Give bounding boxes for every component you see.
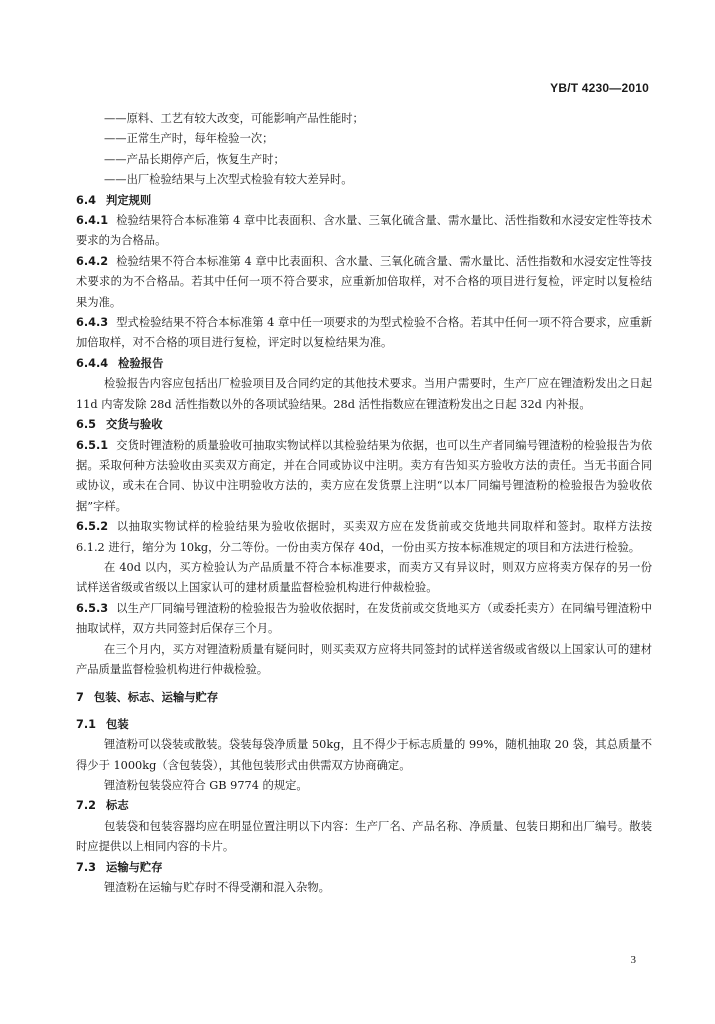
section-title: 交货与验收 (106, 418, 163, 432)
list-item: ——产品长期停产后，恢复生产时； (104, 152, 285, 166)
clause-text: 型式检验结果不符合本标准第 4 章中任一项要求的为型式检验不合格。若其中任何一项不符合要求，应重新加倍取样，对不合格的项目进行复检，评定时以复检结果为准。 (76, 316, 652, 350)
clause-text: 交货时锂渣粉的质量验收可抽取实物试样以其检验结果为依据，也可以生产者同编号锂渣粉的检验报告为依据。采取何种方法验收由买卖双方商定，并在合同或协议中注明。卖方有告知买方验收方法的责任。当无书面合同或协议，或未在合同、协议中注明验收方法的，卖方应在发货票上注明“以本厂同编号锂渣粉的检验报告为验收依据”字样。 (76, 438, 652, 513)
clause-text: 以生产厂同编号锂渣粉的检验报告为验收依据时，在发货前或交货地买方（或委托卖方）在同编号锂渣粉中抽取试样，双方共同签封后保存三个月。 (76, 601, 652, 636)
section-title: 标志 (106, 799, 129, 813)
section-number: 7.1 (76, 717, 97, 731)
clause-text: 检验结果不符合本标准第 4 章中比表面积、含水量、三氧化硫含量、需水量比、活性指数和水浸安定性等技术要求的为不合格品。若其中任何一项不符合要求，应重新加倍取样，对不合格的项目进行复检，评定时以复检结果为准。 (76, 254, 652, 309)
section-number: 6.4 (76, 193, 97, 207)
clause-6-5-2 (76, 517, 652, 558)
clause-number: 6.5.1 (76, 438, 109, 452)
standard-code: YB/T 4230—2010 (550, 81, 649, 95)
list-item: ——出厂检验结果与上次型式检验有较大差异时。 (104, 173, 353, 187)
section-number: 7.2 (76, 799, 97, 813)
section-heading-6-4 (76, 191, 652, 211)
clause-number: 6.5.3 (76, 601, 109, 615)
section-title: 判定规则 (106, 193, 152, 207)
clause-number: 6.4.2 (76, 254, 109, 268)
section-heading-7-3 (76, 858, 652, 878)
clause-heading-6-4-4 (76, 354, 652, 374)
clause-number: 6.4.3 (76, 316, 109, 330)
list-item: ——正常生产时，每年检验一次； (104, 132, 274, 146)
document-body (76, 109, 652, 898)
clause-6-4-4-text: 检验报告内容应包括出厂检验项目及合同约定的其他技术要求。当用户需要时，生产厂应在锂渣粉发出之日起 11d 内寄发除 28d 活性指数以外的各项试验结果。28d 活性指数应在锂渣粉发出之日起 32d 内补报。 (76, 377, 652, 411)
chapter-heading-7 (76, 688, 652, 708)
chapter-number: 7 (76, 691, 84, 705)
clause-title: 检验报告 (118, 356, 164, 370)
clause-6-5-1 (76, 436, 652, 518)
clause-number: 6.4.1 (76, 214, 109, 228)
clause-6-5-3-continued: 在三个月内，买方对锂渣粉质量有疑问时，则买卖双方应将共同签封的试样送省级或省级以上国家认可的建材产品质量监督检验机构进行仲裁检验。 (76, 642, 652, 676)
section-7-1-text: 锂渣粉可以袋装或散装。袋装每袋净质量 50kg，且不得少于标志质量的 99%，随机抽取 20 袋，其总质量不得少于 1000kg（含包装袋），其他包装形式由供需双方协商确定。 (76, 738, 652, 772)
section-7-2-text: 包装袋和包装容器均应在明显位置注明以下内容：生产厂名、产品名称、净质量、包装日期和出厂编号。散装时应提供以上相同内容的卡片。 (76, 819, 652, 854)
clause-number: 6.5.2 (76, 520, 109, 534)
section-heading-6-5 (76, 415, 652, 435)
section-heading-7-2 (76, 796, 652, 816)
clause-6-4-3 (76, 313, 652, 354)
section-7-3-text: 锂渣粉在运输与贮存时不得受潮和混入杂物。 (104, 881, 330, 895)
clause-6-4-2 (76, 252, 652, 313)
clause-text: 检验结果符合本标准第 4 章中比表面积、含水量、三氧化硫含量、需水量比、活性指数和水浸安定性等技术要求的为合格品。 (76, 214, 652, 248)
section-7-1-text-2: 锂渣粉包装袋应符合 GB 9774 的规定。 (104, 779, 308, 792)
list-item: ——原料、工艺有较大改变，可能影响产品性能时； (104, 112, 364, 125)
section-title: 运输与贮存 (106, 860, 163, 874)
section-heading-7-1 (76, 715, 652, 735)
clause-6-5-3 (76, 599, 652, 640)
clause-number: 6.4.4 (76, 356, 109, 370)
section-number: 7.3 (76, 860, 97, 874)
clause-6-4-1 (76, 211, 652, 252)
section-number: 6.5 (76, 418, 97, 432)
section-title: 包装 (106, 717, 129, 731)
page-number: 3 (630, 954, 636, 966)
clause-text: 以抽取实物试样的检验结果为验收依据时，买卖双方应在发货前或交货地共同取样和签封。取样方法按 6.1.2 进行，缩分为 10kg，分二等份。一份由卖方保存 40d，一份由买方按本标准规定的项目和方法进行检验。 (76, 520, 652, 554)
chapter-title: 包装、标志、运输与贮存 (93, 691, 219, 705)
clause-6-5-2-continued: 在 40d 以内，买方检验认为产品质量不符合本标准要求，而卖方又有异议时，则双方应将卖方保存的另一份试样送省级或省级以上国家认可的建材质量监督检验机构进行仲裁检验。 (76, 560, 652, 595)
